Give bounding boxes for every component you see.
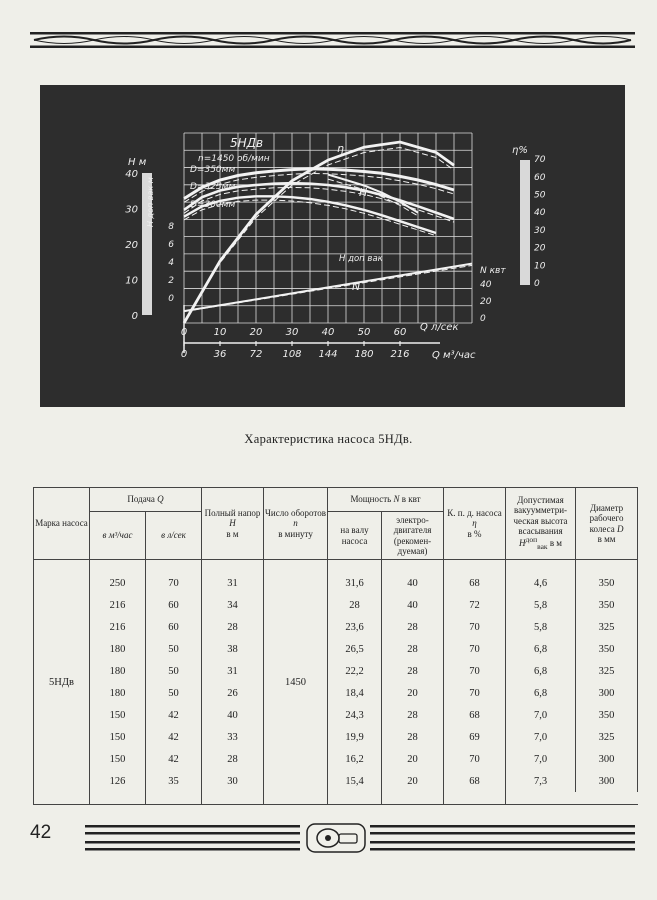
- table-cell: 42: [146, 748, 202, 770]
- spacer-cell: [328, 560, 382, 573]
- table-cell: 7,3: [506, 770, 576, 792]
- table-row: [34, 704, 638, 726]
- spacer-cell: [202, 792, 264, 805]
- brand-cell: 5НДв: [34, 572, 90, 792]
- y-tick-label-suction: 2: [168, 276, 174, 286]
- table-cell: 126: [90, 770, 146, 792]
- table-cell: 325: [576, 726, 638, 748]
- table-cell: 35: [146, 770, 202, 792]
- annotation-suction: Н доп вак: [339, 254, 383, 264]
- spacer-cell: [506, 560, 576, 573]
- pump-emblem-icon: [307, 824, 365, 852]
- header-flow-ls: в л/сек: [146, 512, 202, 560]
- y-tick-label-power: 20: [480, 297, 492, 307]
- figure-caption: Характеристика насоса 5НДв.: [244, 432, 413, 446]
- table-cell: 34: [202, 594, 264, 616]
- table-cell: 28: [382, 704, 444, 726]
- top-ornament: [30, 30, 635, 50]
- table-cell: 6,8: [506, 682, 576, 704]
- series-label-d325: D=325мм: [190, 182, 236, 192]
- table-cell: 325: [576, 660, 638, 682]
- table-cell: 28: [382, 616, 444, 638]
- x-tick-label-ls: 30: [285, 327, 299, 338]
- table-cell: 6,8: [506, 638, 576, 660]
- table-row: [34, 638, 638, 660]
- table-cell: 6,8: [506, 660, 576, 682]
- table-row: [34, 594, 638, 616]
- table-cell: 31: [202, 660, 264, 682]
- y-label-efficiency: η%: [512, 145, 528, 156]
- page-number: 42: [30, 822, 52, 843]
- table-cell: 31,6: [328, 572, 382, 594]
- table-cell: 216: [90, 594, 146, 616]
- table-cell: 70: [444, 682, 506, 704]
- x-tick-label-m3h: 0: [180, 349, 188, 360]
- x-tick-label-ls: 40: [321, 327, 335, 338]
- table-cell: 5,8: [506, 616, 576, 638]
- table-cell: 7,0: [506, 748, 576, 770]
- x-label-m3h: Q м³/час: [432, 350, 476, 361]
- table-cell: 70: [444, 660, 506, 682]
- table-cell: 216: [90, 616, 146, 638]
- spacer-cell: [444, 792, 506, 805]
- table-row: [34, 726, 638, 748]
- spacer-cell: [382, 792, 444, 805]
- table-cell: 70: [146, 572, 202, 594]
- y-tick-label-efficiency: 60: [534, 172, 546, 183]
- header-power-motor: электро-двигателя (рекомен-дуемая): [382, 512, 444, 560]
- y-tick-label-power: 0: [480, 314, 486, 324]
- table-cell: 33: [202, 726, 264, 748]
- table-cell: 180: [90, 682, 146, 704]
- spacer-cell: [264, 792, 328, 805]
- spacer-cell: [146, 560, 202, 573]
- table-cell: 19,9: [328, 726, 382, 748]
- y-tick-label-head: 30: [125, 204, 138, 216]
- table-cell: 68: [444, 770, 506, 792]
- table-cell: 40: [202, 704, 264, 726]
- header-flow-m3h: в м³/час: [90, 512, 146, 560]
- annotation-head: Н: [359, 186, 368, 199]
- table-cell: 7,0: [506, 704, 576, 726]
- chart-title: 5НДв: [230, 136, 264, 150]
- x-tick-label-m3h: 108: [282, 349, 302, 360]
- y-tick-label-efficiency: 70: [534, 155, 546, 166]
- spacer-cell: [444, 560, 506, 573]
- table-cell: 300: [576, 682, 638, 704]
- header-brand: Марка насоса: [34, 488, 90, 560]
- spacer-cell: [146, 792, 202, 805]
- table-cell: 28: [382, 660, 444, 682]
- y-tick-label-efficiency: 40: [534, 208, 546, 219]
- table-cell: 50: [146, 638, 202, 660]
- series-label-d300: D=300мм: [190, 200, 236, 210]
- table-cell: 26: [202, 682, 264, 704]
- table-cell: 50: [146, 682, 202, 704]
- spacer-cell: [576, 560, 638, 573]
- table-cell: 28: [202, 748, 264, 770]
- table-cell: 40: [382, 594, 444, 616]
- table-cell: 68: [444, 572, 506, 594]
- header-flow: Подача Q: [90, 488, 202, 512]
- table-cell: 26,5: [328, 638, 382, 660]
- table-cell: 28: [202, 616, 264, 638]
- table-cell: 31: [202, 572, 264, 594]
- y-label-power: N квт: [480, 266, 506, 276]
- table-cell: 150: [90, 748, 146, 770]
- bottom-ornament: [30, 822, 635, 854]
- table-cell: 150: [90, 726, 146, 748]
- table-cell: 250: [90, 572, 146, 594]
- table-row: [34, 616, 638, 638]
- header-diameter: Диаметр рабочего колеса D в мм: [576, 488, 638, 560]
- spacer-cell: [382, 560, 444, 573]
- spacer-cell: [34, 560, 90, 573]
- table-cell: 70: [444, 748, 506, 770]
- table-cell: 325: [576, 616, 638, 638]
- y-tick-label-efficiency: 50: [534, 190, 546, 201]
- rpm-cell: 1450: [264, 572, 328, 792]
- series-label-d350: D=350мм: [190, 165, 236, 175]
- table-cell: 60: [146, 616, 202, 638]
- table-cell: 4,6: [506, 572, 576, 594]
- table-cell: 350: [576, 638, 638, 660]
- y-tick-label-head: 20: [125, 240, 138, 251]
- header-power: Мощность N в квт: [328, 488, 444, 512]
- x-tick-label-m3h: 180: [354, 349, 374, 360]
- y-tick-label-suction: 8: [168, 222, 174, 232]
- y-tick-label-suction: 4: [168, 258, 174, 268]
- header-suction: Допустимая вакуумметри-ческая высота всасывания $Н^{доп}_{вак}$ в м: [506, 488, 576, 560]
- x-tick-label-ls: 20: [249, 327, 263, 338]
- table-row: [34, 572, 638, 594]
- spacer-cell: [264, 560, 328, 573]
- table-row: [34, 748, 638, 770]
- table-cell: 23,6: [328, 616, 382, 638]
- table-cell: 5,8: [506, 594, 576, 616]
- table-cell: 68: [444, 704, 506, 726]
- x-tick-label-ls: 60: [393, 327, 407, 338]
- spacer-cell: [90, 792, 146, 805]
- spacer-cell: [328, 792, 382, 805]
- table-cell: 300: [576, 770, 638, 792]
- table-cell: 70: [444, 638, 506, 660]
- chart-subtitle: n=1450 об/мин: [198, 154, 270, 164]
- header-power-shaft: на валу насоса: [328, 512, 382, 560]
- table-cell: 300: [576, 748, 638, 770]
- y-tick-label-efficiency: 10: [534, 261, 546, 272]
- table-cell: 28: [382, 638, 444, 660]
- table-cell: 70: [444, 616, 506, 638]
- spacer-cell: [34, 792, 90, 805]
- header-head: Полный напор H в м: [202, 488, 264, 560]
- table-cell: 16,2: [328, 748, 382, 770]
- y-tick-label-power: 40: [480, 280, 492, 290]
- table-cell: 40: [382, 572, 444, 594]
- pump-characteristic-figure: [40, 85, 625, 407]
- table-cell: 30: [202, 770, 264, 792]
- x-tick-label-m3h: 36: [213, 349, 227, 360]
- table-cell: 72: [444, 594, 506, 616]
- y-label-head: Н м: [128, 157, 147, 168]
- table-cell: 60: [146, 594, 202, 616]
- table-cell: 28: [328, 594, 382, 616]
- pump-spec-table: [33, 487, 638, 805]
- table-row: [34, 660, 638, 682]
- y-tick-label-efficiency: 0: [534, 279, 540, 289]
- table-cell: 150: [90, 704, 146, 726]
- y-tick-label-efficiency: 30: [534, 225, 546, 236]
- y-tick-label-head: 40: [125, 169, 138, 180]
- table-cell: 28: [382, 726, 444, 748]
- table-cell: 20: [382, 682, 444, 704]
- y-tick-label-head: 0: [131, 311, 138, 322]
- table-cell: 42: [146, 726, 202, 748]
- x-tick-label-m3h: 216: [390, 349, 410, 360]
- y-tick-label-head: 10: [125, 275, 138, 287]
- header-efficiency: К. п. д. насоса η в %: [444, 488, 506, 560]
- table-cell: 7,0: [506, 726, 576, 748]
- x-label-ls: Q л/сек: [420, 322, 459, 333]
- table-cell: 24,3: [328, 704, 382, 726]
- table-cell: 42: [146, 704, 202, 726]
- table-body: [34, 560, 638, 805]
- x-tick-label-m3h: 144: [318, 349, 338, 360]
- table-cell: 350: [576, 572, 638, 594]
- y-tick-label-efficiency: 20: [534, 243, 546, 254]
- table-cell: 180: [90, 638, 146, 660]
- table-cell: 20: [382, 748, 444, 770]
- table-cell: 20: [382, 770, 444, 792]
- table-cell: 69: [444, 726, 506, 748]
- y-tick-label-suction: 0: [168, 294, 174, 304]
- table-cell: 18,4: [328, 682, 382, 704]
- x-tick-label-ls: 50: [357, 327, 371, 338]
- spacer-cell: [202, 560, 264, 573]
- x-tick-label-m3h: 72: [249, 349, 263, 360]
- table-cell: 38: [202, 638, 264, 660]
- table-row: [34, 770, 638, 792]
- table-cell: 350: [576, 704, 638, 726]
- table-cell: 15,4: [328, 770, 382, 792]
- table-cell: 350: [576, 594, 638, 616]
- characteristic-chart: [40, 85, 625, 407]
- y-tick-label-suction: 6: [168, 240, 174, 250]
- table-cell: 22,2: [328, 660, 382, 682]
- header-rpm: Число оборотов n в минуту: [264, 488, 328, 560]
- annotation-power: N: [352, 280, 361, 293]
- spacer-cell: [90, 560, 146, 573]
- x-tick-label-ls: 10: [213, 327, 227, 338]
- y-label-suction: Н доп вак м: [146, 177, 155, 227]
- table-cell: 50: [146, 660, 202, 682]
- x-tick-label-ls: 0: [180, 327, 188, 338]
- annotation-eta: η: [337, 142, 344, 155]
- table-row: [34, 682, 638, 704]
- table-cell: 180: [90, 660, 146, 682]
